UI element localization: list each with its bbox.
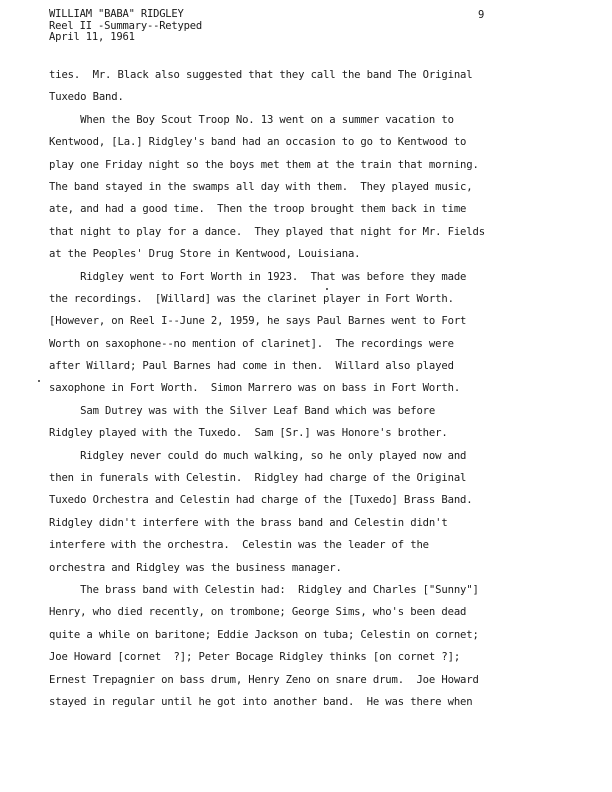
text-line: The band stayed in the swamps all day with them. They played music,	[49, 180, 473, 193]
text-line: Tuxedo Band.	[49, 91, 124, 104]
text-line: at the Peoples' Drug Store in Kentwood, Louisiana.	[49, 248, 361, 261]
text-line: saxophone in Fort Worth. Simon Marrero was on bass in Fort Worth.	[49, 382, 461, 395]
scan-speck	[38, 380, 40, 382]
text-line: then in funerals with Celestin. Ridgley had charge of the Original	[49, 472, 467, 485]
text-line: stayed in regular until he got into another band. He was there when	[49, 695, 473, 708]
text-line: The brass band with Celestin had: Ridgley and Charles ["Sunny"]	[49, 583, 479, 596]
body-text	[49, 64, 597, 713]
text-line: play one Friday night so the boys met them at the train that morning.	[49, 158, 479, 171]
text-line: orchestra and Ridgley was the business manager.	[49, 561, 342, 574]
text-line: quite a while on baritone; Eddie Jackson on tuba; Celestin on cornet;	[49, 628, 479, 641]
text-line: ate, and had a good time. Then the troop brought them back in time	[49, 203, 467, 216]
text-line: [However, on Reel I--June 2, 1959, he says Paul Barnes went to Fort	[49, 315, 467, 328]
text-line: Ridgley never could do much walking, so he only played now and	[49, 449, 467, 462]
text-line: Joe Howard [cornet ?]; Peter Bocage Ridgley thinks [on cornet ?];	[49, 651, 461, 664]
scan-speck	[326, 288, 328, 290]
text-line: after Willard; Paul Barnes had come in then. Willard also played	[49, 360, 454, 373]
header-reel: Reel II -Summary--Retyped	[49, 19, 203, 32]
page-header	[49, 9, 202, 44]
page-number: 9	[478, 9, 485, 21]
text-line: ties. Mr. Black also suggested that they call the band The Original	[49, 69, 473, 81]
text-line: interfere with the orchestra. Celestin was the leader of the	[49, 539, 429, 552]
header-name: WILLIAM "BABA" RIDGLEY	[49, 8, 184, 20]
text-line: Tuxedo Orchestra and Celestin had charge of the [Tuxedo] Brass Band.	[49, 494, 473, 507]
text-line: Sam Dutrey was with the Silver Leaf Band which was before	[49, 404, 436, 417]
text-line: the recordings. [Willard] was the clarinet player in Fort Worth.	[49, 292, 454, 305]
text-line: Ridgley went to Fort Worth in 1923. That was before they made	[49, 270, 467, 283]
text-line: Ridgley didn't interfere with the brass band and Celestin didn't	[49, 516, 448, 529]
text-line: that night to play for a dance. They played that night for Mr. Fields	[49, 225, 485, 238]
header-date: April 11, 1961	[49, 31, 135, 43]
text-line: Ernest Trepagnier on bass drum, Henry Zeno on snare drum. Joe Howard	[49, 673, 479, 686]
text-line: Kentwood, [La.] Ridgley's band had an occasion to go to Kentwood to	[49, 136, 467, 149]
text-line: Ridgley played with the Tuxedo. Sam [Sr.] was Honore's brother.	[49, 427, 448, 440]
text-line: Worth on saxophone--no mention of clarinet]. The recordings were	[49, 337, 454, 350]
text-line: When the Boy Scout Troop No. 13 went on a summer vacation to	[49, 113, 454, 126]
text-line: Henry, who died recently, on trombone; George Sims, who's been dead	[49, 606, 467, 619]
